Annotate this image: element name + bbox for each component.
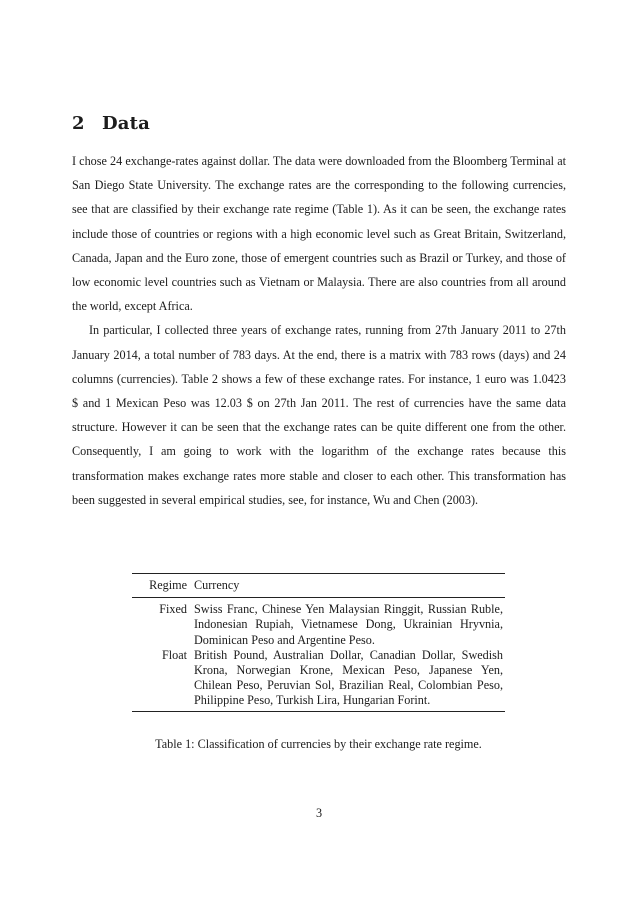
currency-cell: Swiss Franc, Chinese Yen Malaysian Ringgit, Russian Ruble, Indonesian Rupiah, Vietnamese Dong, Ukrainian Hryvnia, Dominican Peso and Argentine Peso. [194,602,503,647]
paragraph: I chose 24 exchange-rates against dollar. The data were downloaded from the Bloomberg Terminal at San Diego State University. The exchange rates are the corresponding to the following currencies, see that are classified by their exchange rate regime (Table 1). As it can be seen, the exchange rates include those of countries or regions with a high economic level such as Great Britain, Switzerland, Canada, Japan and the Euro zone, those of emergent countries such as Brazil or Turkey, and those of low economic level countries such as Vietnam or Malaysia. There are also countries from all around the world, except Africa. [72,154,566,314]
page-number: 3 [315,806,323,820]
table-row [132,648,505,709]
header-currency: Currency [194,578,240,592]
section-heading [72,113,150,134]
section-title: Data [102,113,151,134]
header-regime: Regime [149,578,187,592]
paragraph: In particular, I collected three years of exchange rates, running from 27th January 2011 to 27th January 2014, a total number of 783 days. At the end, there is a matrix with 783 rows (days) and 24 columns (currencies). Table 2 shows a few of these exchange rates. For instance, 1 euro was 1.0423 $ and 1 Mexican Peso was 12.03 $ on 27th Jan 2011. The rest of currencies have the same data structure. However it can be seen that the exchange rates can be quite different one from the other. Consequently, I am going to work with the logarithm of the exchange rates because this transformation makes exchange rates more stable and closer to each other. This transformation has been suggested in several empirical studies, see, for instance, Wu and Chen (2003). [72,323,566,507]
table-row [132,598,505,648]
table-caption: Table 1: Classification of currencies by their exchange rate regime. [155,737,482,751]
table-bottom-rule [132,711,505,712]
body-text [72,149,566,512]
table-header-row [132,574,505,593]
currency-regime-table [132,573,505,712]
regime-cell: Fixed [159,602,187,617]
section-number: 2 [72,113,85,134]
currency-cell: British Pound, Australian Dollar, Canadian Dollar, Swedish Krona, Norwegian Krone, Mexican Peso, Japanese Yen, Chilean Peso, Peruvian Sol, Brazilian Real, Colombian Peso, Philippine Peso, Turkish Lira, Hungarian Forint. [194,647,503,708]
regime-cell: Float [161,647,187,662]
